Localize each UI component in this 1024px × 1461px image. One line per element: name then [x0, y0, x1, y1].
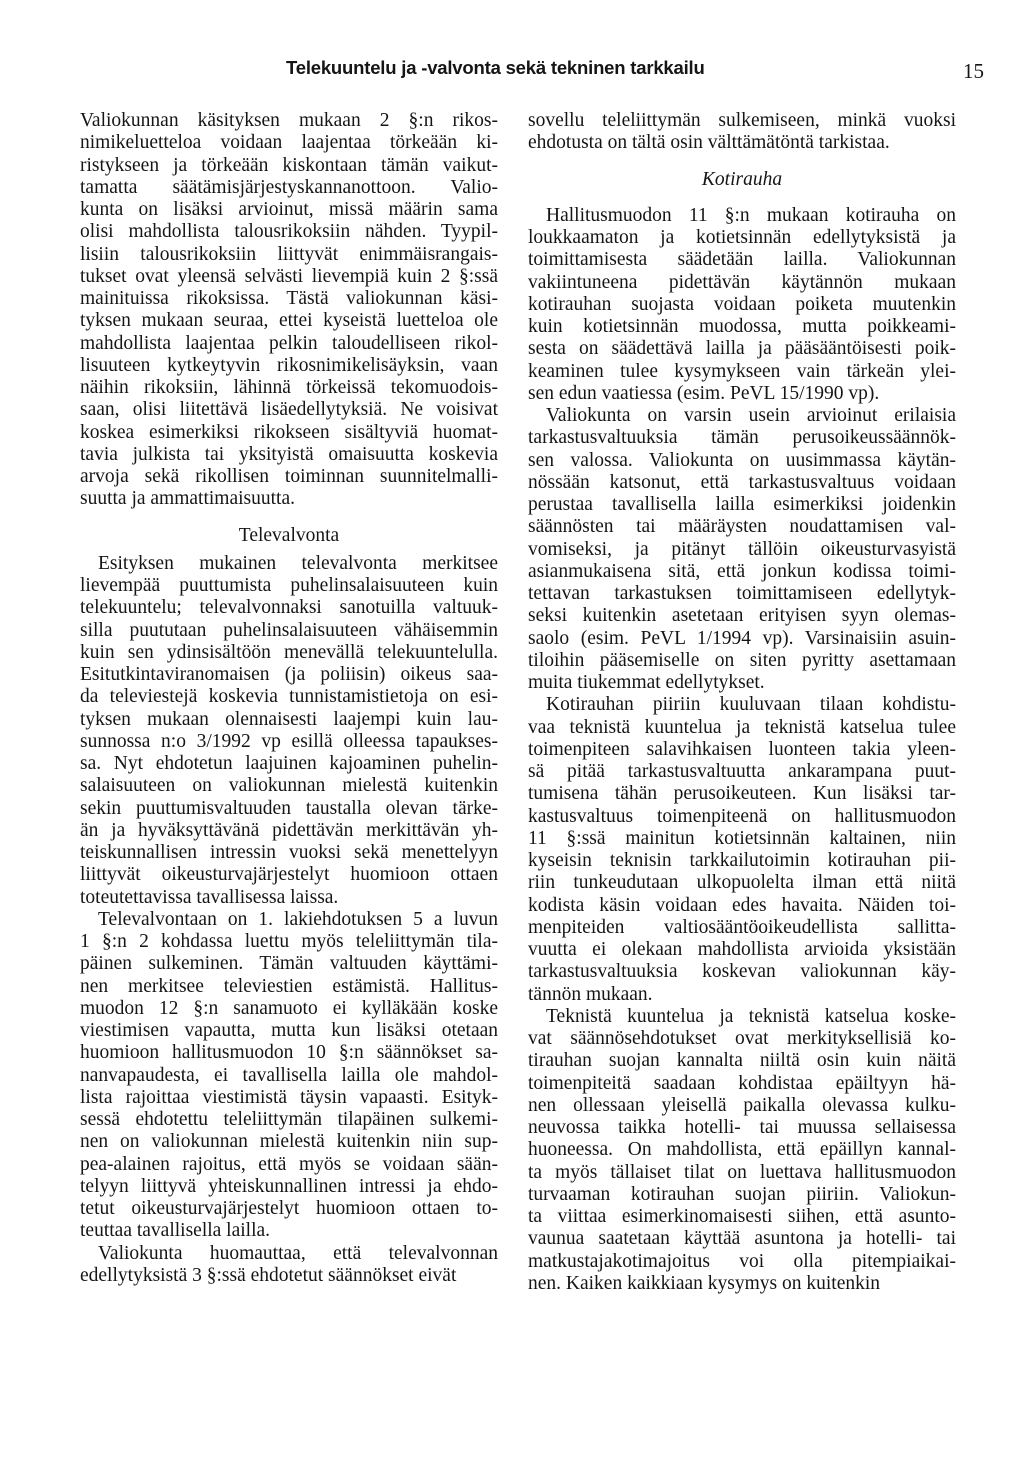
text-line: vomiseksi, ja pitänyt tällöin oikeusturvasyistä — [528, 538, 956, 560]
text-line: teuttaa tavallisella lailla. — [80, 1220, 271, 1242]
text-line: tarkastusvaltuuksia tämän perusoikeussäännök- — [528, 427, 956, 449]
text-line: arvoja sekä rikollisen toiminnan suunnitelmalli- — [80, 466, 498, 487]
text-line: loukkaamaton ja kotietsinnän edellytyksistä ja — [528, 227, 956, 248]
paragraph — [528, 694, 956, 1006]
text-line: da televiestejä koskevia tunnistamistietoja on esi- — [80, 686, 498, 708]
text-line: toimittamisesta säädetään lailla. Valiokunnan — [528, 249, 956, 271]
text-line: viestimisen vapautta, mutta kun lisäksi otetaan — [80, 1020, 498, 1041]
text-line: 11 §:ssä mainitun kotietsinnän kaltainen, niin — [528, 827, 956, 849]
text-line: tukset ovat yleensä selvästi lievempiä kuin 2 §:ssä — [80, 265, 498, 287]
text-line: lisuuteen kytkeytyvin rikosnimikelisäyksin, vaan — [80, 354, 498, 376]
text-line: tarkastusvaltuuksia koskevan valiokunnan käy- — [528, 961, 956, 983]
paragraph — [80, 909, 498, 1243]
text-line: ehdotusta on tältä osin välttämätöntä tarkistaa. — [528, 132, 890, 154]
text-line: vakiintuneena pidettävän käytännön mukaan — [528, 271, 956, 293]
text-line: nen on valiokunnan mielestä kuitenkin niin sup- — [80, 1131, 498, 1153]
text-line: tirauhan suojan kannalta niiltä osin kuin näitä — [528, 1050, 956, 1072]
text-line: nen. Kaiken kaikkiaan kysymys on kuitenkin — [528, 1272, 881, 1294]
section-heading-kotirauha: Kotirauha — [701, 168, 783, 190]
text-line: Esityksen mukainen televalvonta merkitsee — [98, 552, 498, 574]
text-line: Kotirauhan piiriin kuuluvaan tilaan kohdistu- — [546, 694, 956, 716]
text-line: silla puututaan puhelinsalaisuuteen vähäisemmin — [80, 619, 498, 641]
text-line: tavia julkista tai yksityistä omaisuutta koskevia — [80, 443, 498, 465]
text-line: lista rajoittaa viestimistä täysin vapaasti. Esityk- — [80, 1086, 498, 1108]
paragraph — [528, 405, 956, 694]
paragraph — [528, 110, 956, 155]
text-line: ta myös tällaiset tilat on luettava hallitusmuodon — [528, 1161, 956, 1183]
text-line: kotirauhan suojasta voidaan poiketa muutenkin — [528, 293, 956, 315]
paragraph — [528, 205, 956, 405]
text-line: liittyvät oikeusturvajärjestelyt huomioon ottaen — [80, 864, 498, 886]
text-line: teiskunnallisen intressin vuoksi sekä menettelyyn — [80, 842, 498, 863]
text-line: Valiokunnan käsityksen mukaan 2 §:n rikos- — [80, 110, 498, 131]
text-line: mahdollista laajentaa pelkin taloudelliseen rikol- — [80, 332, 498, 354]
text-line: tetut oikeusturvajärjestelyt huomioon ottaen to- — [80, 1198, 498, 1219]
text-line: Hallitusmuodon 11 §:n mukaan kotirauha on — [546, 204, 956, 226]
text-line: lisiin talousrikoksiin liittyvät enimmäisrangais- — [80, 243, 498, 265]
text-line: sovellu teleliittymän sulkemiseen, minkä vuoksi — [528, 110, 956, 131]
text-line: riin tunkeudutaan ulkopuolelta ilman että niitä — [528, 872, 956, 894]
text-line: vat säännösehdotukset ovat merkityksellisiä ko- — [528, 1028, 956, 1049]
text-line: kodista käsin voidaan edes havaita. Näiden toi- — [528, 894, 956, 916]
text-line: pea-alainen rajoitus, että myös se voidaan sään- — [80, 1153, 498, 1175]
text-line: sa. Nyt ehdotetun laajuinen kajoaminen puhelin- — [80, 753, 498, 774]
text-line: tettavan tarkastuksen toimittamiseen edellytyk- — [528, 583, 956, 604]
running-header: Telekuuntelu ja -valvonta sekä tekninen tarkkailu — [286, 57, 705, 78]
text-line: sunnossa n:o 3/1992 vp esillä olleessa tapaukses- — [80, 730, 498, 752]
text-line: Esitutkintaviranomaisen (ja poliisin) oikeus saa- — [80, 664, 498, 685]
text-line: huomioon hallitusmuodon 10 §:n säännökset sa- — [80, 1042, 498, 1064]
text-line: koskea esimerkiksi rikokseen sisältyviä huomat- — [80, 421, 498, 443]
text-line: vaa teknistä kuuntelua ja teknistä katselua tulee — [528, 716, 956, 738]
text-line: sesta on säädettävä lailla ja pääsääntöisesti poik- — [528, 338, 956, 360]
text-line: matkustajakotimajoitus voi olla pitempiaikai- — [528, 1250, 956, 1272]
text-line: keaminen tulee kysymykseen vain tärkeän ylei- — [528, 360, 956, 382]
text-line: tamatta säätämisjärjestyskannanottoon. Valio- — [80, 176, 498, 198]
text-line: telekuuntelu; televalvonnaksi sanotuilla valtuuk- — [80, 597, 498, 619]
paragraph — [528, 1006, 956, 1295]
paragraph — [80, 110, 498, 511]
text-line: salaisuuteen on valiokunnan mielestä kuitenkin — [80, 775, 498, 797]
text-line: nanvapaudesta, ei tavallisella lailla ole mahdol- — [80, 1064, 498, 1086]
section-heading-televalvonta: Televalvonta — [238, 524, 340, 546]
text-line: päinen sulkeminen. Tämän valtuuden käyttämi- — [80, 953, 498, 975]
text-line: kastusvaltuus toimenpiteenä on hallitusmuodon — [528, 805, 956, 827]
text-line: sä pitää tarkastusvaltuutta ankarampana puut- — [528, 761, 956, 782]
text-line: sen edun vaatiessa (esim. PeVL 15/1990 vp). — [528, 382, 880, 404]
text-line: muodon 12 §:n sanamuoto ei kylläkään koske — [80, 997, 498, 1019]
right-column — [528, 110, 956, 1295]
text-line: kunta on lisäksi arvioinut, missä määrin sama — [80, 199, 498, 220]
text-line: tiloihin pääsemiselle on siten pyritty asettamaan — [528, 649, 956, 671]
text-line: menpiteiden valtiosääntöoikeudellista sallitta- — [528, 916, 956, 938]
text-line: 1 §:n 2 kohdassa luettu myös teleliittymän tila- — [80, 931, 498, 952]
text-line: suutta ja ammattimaisuutta. — [80, 488, 295, 510]
text-line: toimenpiteitä saadaan kohdistaa epäiltyyn hä- — [528, 1072, 956, 1094]
text-line: tyksen mukaan olennaisesti laajempi kuin lau- — [80, 708, 498, 730]
text-line: toimenpiteen salavihkaisen luonteen takia yleen- — [528, 738, 956, 760]
paragraph — [80, 553, 498, 909]
text-line: tumisena tähän perusoikeuteen. Kun lisäksi tar- — [528, 783, 956, 805]
text-line: kuin kotietsinnän muodossa, mutta poikkeami- — [528, 316, 956, 337]
text-line: nen ollessaan yleisellä paikalla olevassa kulku- — [528, 1094, 956, 1116]
text-line: än ja hyväksyttävänä pidettävän merkittävän yh- — [80, 819, 498, 841]
text-line: Valiokunta huomauttaa, että televalvonnan — [98, 1242, 498, 1264]
text-line: lievempää puuttumista puhelinsalaisuuteen kuin — [80, 575, 498, 596]
text-line: tännön mukaan. — [528, 983, 653, 1005]
text-line: sen valossa. Valiokunta on uusimmassa käytän- — [528, 449, 956, 471]
text-line: huoneessa. On mahdollista, että epäillyn kannal- — [528, 1139, 956, 1161]
text-line: näihin rikoksiin, lähinnä törkeissä tekomuodois- — [80, 377, 498, 398]
text-line: kuin sen ydinsisältöön menevällä telekuuntelulla. — [80, 641, 498, 663]
text-line: säännösten tai määräysten noudattamisen val- — [528, 516, 956, 538]
text-line: Televalvontaan on 1. lakiehdotuksen 5 a luvun — [98, 908, 498, 930]
text-line: nen merkitsee televiestien estämistä. Hallitus- — [80, 975, 498, 997]
text-line: tyksen mukaan seuraa, ettei kyseistä luetteloa ole — [80, 310, 498, 332]
text-line: perustaa tavallisella lailla esimerkiksi joidenkin — [528, 494, 956, 515]
text-line: sessä ehdotettu teleliittymän tilapäinen sulkemi- — [80, 1109, 498, 1130]
text-line: seksi kuitenkin asetetaan erityisen syyn olemas- — [528, 605, 956, 627]
page-number: 15 — [963, 59, 984, 83]
text-line: saan, olisi liitettävä lisäedellytyksiä. Ne voisivat — [80, 399, 498, 421]
text-line: kyseisin teknisin tarkkailutoimin kotirauhan pii- — [528, 850, 956, 871]
text-line: olisi mahdollista talousrikoksiin nähden. Tyypil- — [80, 221, 498, 243]
text-line: toteutettavissa tavallisessa laissa. — [80, 886, 339, 908]
text-line: ristykseen ja törkeään kiskontaan tämän vaikut- — [80, 154, 498, 176]
text-line: asianmukaisena sitä, että jonkun kodissa toimi- — [528, 560, 956, 582]
text-line: ta viittaa esimerkinomaisesti siihen, että asunto- — [528, 1206, 956, 1227]
text-line: Teknistä kuuntelua ja teknistä katselua koske- — [546, 1005, 956, 1027]
paragraph — [80, 1243, 498, 1288]
text-line: sekin puuttumisvaltuuden taustalla olevan tärke- — [80, 797, 498, 819]
text-line: muita tiukemmat edellytykset. — [528, 672, 765, 693]
text-line: Valiokunta on varsin usein arvioinut erilaisia — [546, 405, 956, 426]
text-line: turvaaman kotirauhan suojan piiriin. Valiokun- — [528, 1183, 956, 1205]
left-column — [80, 110, 498, 1287]
text-line: neuvossa taikka hotelli- tai muussa sellaisessa — [528, 1117, 956, 1138]
text-line: mainituissa rikoksissa. Tästä valiokunnan käsi- — [80, 288, 498, 309]
text-line: telyyn liittyvä yhteiskunnallinen intressi ja ehdo- — [80, 1175, 498, 1197]
text-line: nössään katsonut, että tarkastusvaltuus voidaan — [528, 471, 956, 493]
text-line: edellytyksistä 3 §:ssä ehdotetut säännökset eivät — [80, 1264, 457, 1286]
text-line: vaunua saatetaan käyttää asuntona ja hotelli- tai — [528, 1228, 956, 1250]
text-line: saolo (esim. PeVL 1/1994 vp). Varsinaisiin asuin- — [528, 627, 956, 649]
text-line: vuutta ei olekaan mahdollista arvioida yksistään — [528, 939, 956, 960]
text-line: nimikeluetteloa voidaan laajentaa törkeään ki- — [80, 132, 498, 154]
